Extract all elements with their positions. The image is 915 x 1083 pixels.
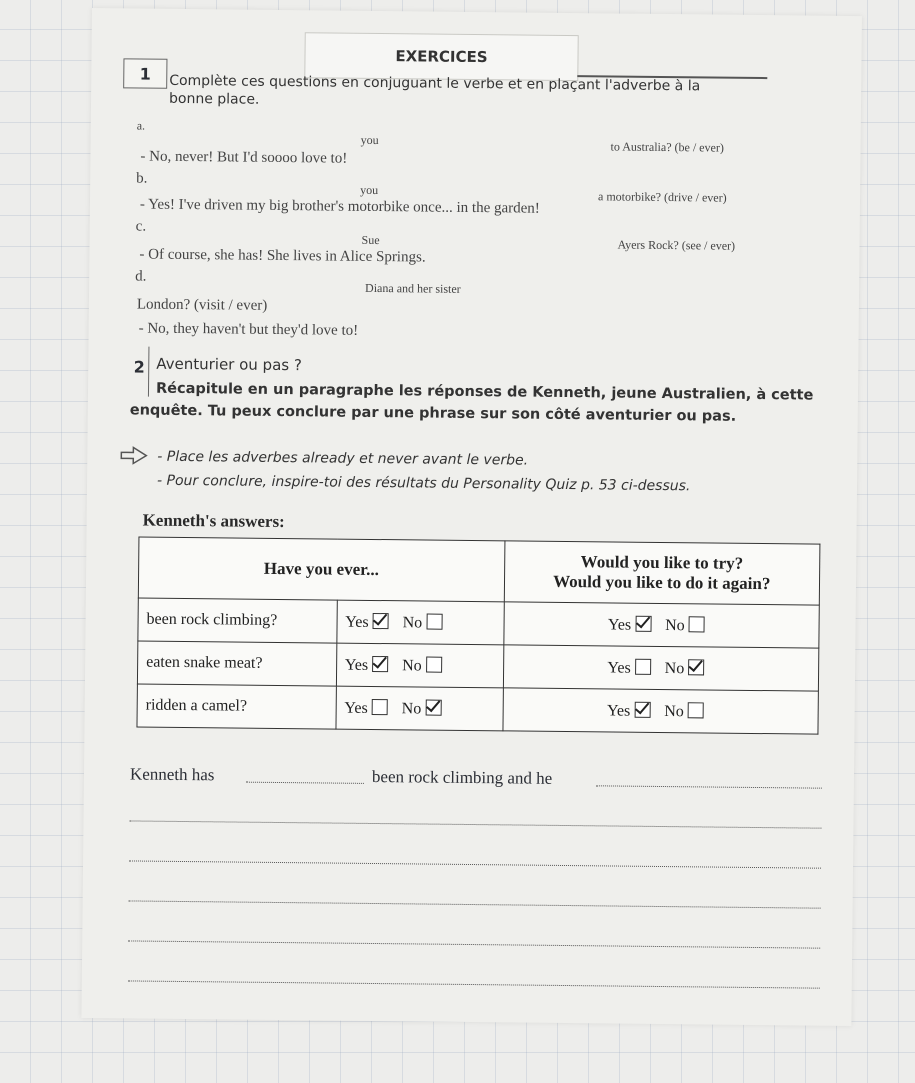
item-b-subject: you <box>360 182 379 198</box>
table-header-row <box>138 537 820 605</box>
exercise-2-instruction-line2: enquête. Tu peux conclure par une phrase sur son côté aventurier ou pas. <box>129 402 737 425</box>
yes-label: Yes <box>345 613 369 631</box>
item-b-cue: a motorbike? (drive / ever) <box>597 189 727 205</box>
exercise-1-instruction-line2: bonne place. <box>168 90 260 108</box>
like-answer-cell <box>503 645 819 691</box>
no-label: No <box>664 659 685 677</box>
answer-blank-2[interactable] <box>596 785 822 789</box>
kenneth-answers-table <box>136 537 820 735</box>
yes-checkbox[interactable] <box>635 658 651 674</box>
item-c-subject: Sue <box>361 232 380 248</box>
ever-answer-cell <box>336 686 503 731</box>
no-label: No <box>664 702 684 720</box>
item-d-subject: Diana and her sister <box>365 280 461 296</box>
item-a-subject: you <box>360 132 379 148</box>
no-checkbox[interactable] <box>425 699 441 715</box>
answer-middle-text: been rock climbing and he <box>371 766 553 788</box>
writing-line[interactable] <box>128 980 820 989</box>
like-answer-cell <box>502 688 818 734</box>
yes-checkbox[interactable] <box>634 701 650 717</box>
table-caption: Kenneth's answers: <box>142 510 285 532</box>
table-row <box>138 598 819 648</box>
no-label: No <box>402 656 422 674</box>
no-label: No <box>665 616 685 634</box>
col2-header-line1: Would you like to try? <box>580 552 744 573</box>
yes-label: Yes <box>344 699 368 717</box>
answer-blank-1[interactable] <box>246 782 364 785</box>
activity-cell: eaten snake meat? <box>137 641 336 686</box>
exercises-title: EXERCICES <box>304 32 578 81</box>
table-row <box>137 684 818 734</box>
yes-checkbox[interactable] <box>372 698 388 714</box>
like-answer-cell <box>503 602 819 648</box>
worksheet-page <box>81 8 862 1026</box>
yes-checkbox[interactable] <box>635 615 651 631</box>
item-a-cue: to Australia? (be / ever) <box>610 139 724 155</box>
writing-line[interactable] <box>128 940 820 949</box>
yes-checkbox[interactable] <box>372 655 388 671</box>
col2-header-line2: Would you like to do it again? <box>553 571 771 594</box>
yes-checkbox[interactable] <box>373 612 389 628</box>
arrow-hint-icon <box>119 444 149 466</box>
exercise-2-number: 2 <box>133 356 145 377</box>
yes-label: Yes <box>344 656 369 674</box>
ever-answer-cell <box>336 643 503 688</box>
item-b-answer: - Yes! I've driven my big brother's motorbike once... in the garden! <box>139 196 540 217</box>
no-checkbox[interactable] <box>426 656 442 672</box>
item-c-letter: c. <box>135 218 147 235</box>
writing-line[interactable] <box>129 860 821 869</box>
item-c-answer: - Of course, she has! She lives in Alice Springs. <box>139 246 426 266</box>
no-checkbox[interactable] <box>688 659 704 675</box>
writing-line[interactable] <box>129 820 821 829</box>
exercise-2-tip-2: - Pour conclure, inspire-toi des résultats du Personality Quiz p. 53 ci-dessus. <box>156 472 691 495</box>
yes-label: Yes <box>606 701 631 720</box>
ever-answer-cell <box>337 600 504 645</box>
exercise-1-number: 1 <box>123 58 167 88</box>
exercise-2-instruction-line1: Récapitule en un paragraphe les réponses de Kenneth, jeune Australien, à cette <box>155 380 814 404</box>
item-d-answer: - No, they haven't but they'd love to! <box>138 320 359 339</box>
writing-line[interactable] <box>129 900 821 909</box>
col-have-you-ever-header: Have you ever... <box>138 537 504 602</box>
activity-cell: ridden a camel? <box>137 684 336 729</box>
yes-label: Yes <box>607 615 632 634</box>
exercise-1-instruction-line1: Complète ces questions en conjuguant le verbe et en plaçant l'adverbe à la <box>169 72 701 95</box>
item-c-cue: Ayers Rock? (see / ever) <box>617 237 736 253</box>
table-row <box>137 641 818 691</box>
col-would-you-like-header <box>504 541 820 605</box>
exercise-2-tip-1: - Place les adverbes already et never avant le verbe. <box>157 448 529 469</box>
item-a-letter: a. <box>136 118 146 133</box>
no-label: No <box>402 613 423 631</box>
item-d-letter: d. <box>135 268 147 285</box>
exercise-2-title: Aventurier ou pas ? <box>156 354 302 375</box>
item-a-answer: - No, never! But I'd soooo love to! <box>140 148 348 167</box>
no-checkbox[interactable] <box>689 616 705 632</box>
no-checkbox[interactable] <box>688 702 704 718</box>
no-checkbox[interactable] <box>426 613 442 629</box>
yes-label: Yes <box>607 658 631 677</box>
item-d-cue: London? (visit / ever) <box>136 296 268 314</box>
answer-start-text: Kenneth has <box>129 764 215 785</box>
item-b-letter: b. <box>136 170 148 187</box>
no-label: No <box>401 699 422 717</box>
activity-cell: been rock climbing? <box>138 598 337 643</box>
